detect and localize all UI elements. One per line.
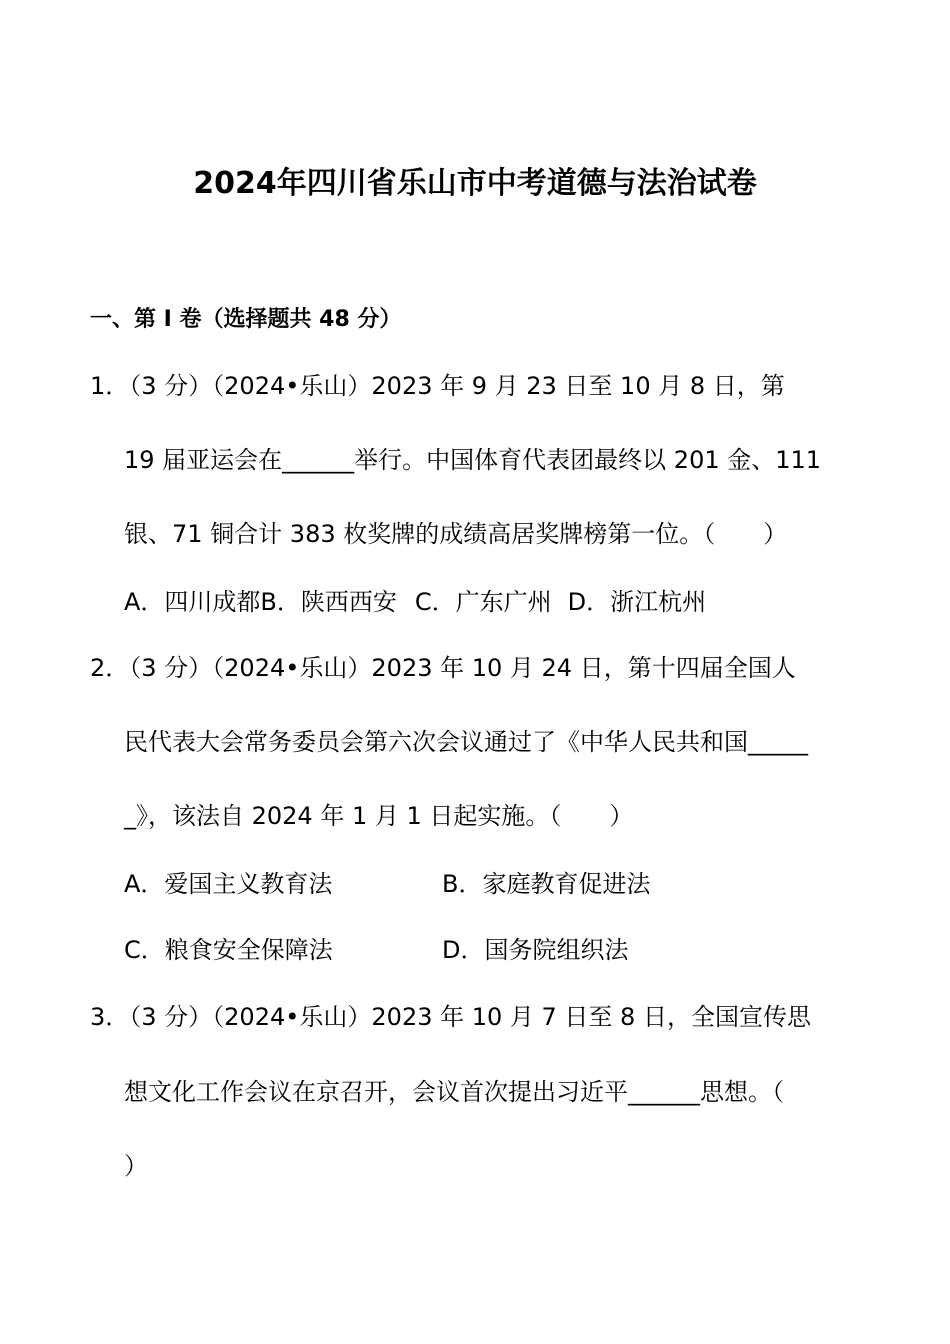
question-3-line-2: 想文化工作会议在京召开，会议首次提出习近平______思想。（ — [124, 1078, 784, 1106]
question-2-option-a[interactable]: A．爱国主义教育法 — [124, 870, 333, 898]
question-3-line-3: ） — [124, 1152, 148, 1180]
question-1-options — [124, 586, 706, 618]
question-2-line-3: _》，该法自 2024 年 1 月 1 日起实施。（ ） — [124, 802, 634, 830]
question-1-option-c[interactable]: C．广东广州 — [414, 588, 552, 616]
question-3-line-1: 3．（3 分）（2024•乐山）2023 年 10 月 7 日至 8 日，全国宣传思 — [90, 1003, 811, 1031]
question-1-line-1: 1．（3 分）（2024•乐山）2023 年 9 月 23 日至 10 月 8 日，第 — [90, 372, 785, 400]
page-title: 2024年四川省乐山市中考道德与法治试卷 — [193, 166, 757, 201]
question-1-option-a[interactable]: A．四川成都 — [124, 588, 261, 616]
question-2-option-d[interactable]: D．国务院组织法 — [442, 936, 629, 964]
question-1-option-d[interactable]: D．浙江杭州 — [567, 588, 707, 616]
section-heading: 一、第 I 卷（选择题共 48 分） — [90, 307, 402, 332]
question-2-line-2: 民代表大会常务委员会第六次会议通过了《中华人民共和国_____ — [124, 728, 808, 756]
question-2-option-c[interactable]: C．粮食安全保障法 — [124, 936, 333, 964]
question-1-option-b[interactable]: B．陕西西安 — [260, 588, 397, 616]
question-1-line-3: 银、71 铜合计 383 枚奖牌的成绩高居奖牌榜第一位。（ ） — [124, 520, 788, 548]
question-2-line-1: 2．（3 分）（2024•乐山）2023 年 10 月 24 日，第十四届全国人 — [90, 654, 796, 682]
question-1-line-2: 19 届亚运会在______举行。中国体育代表团最终以 201 金、111 — [124, 446, 822, 474]
question-2-option-b[interactable]: B．家庭教育促进法 — [442, 870, 651, 898]
